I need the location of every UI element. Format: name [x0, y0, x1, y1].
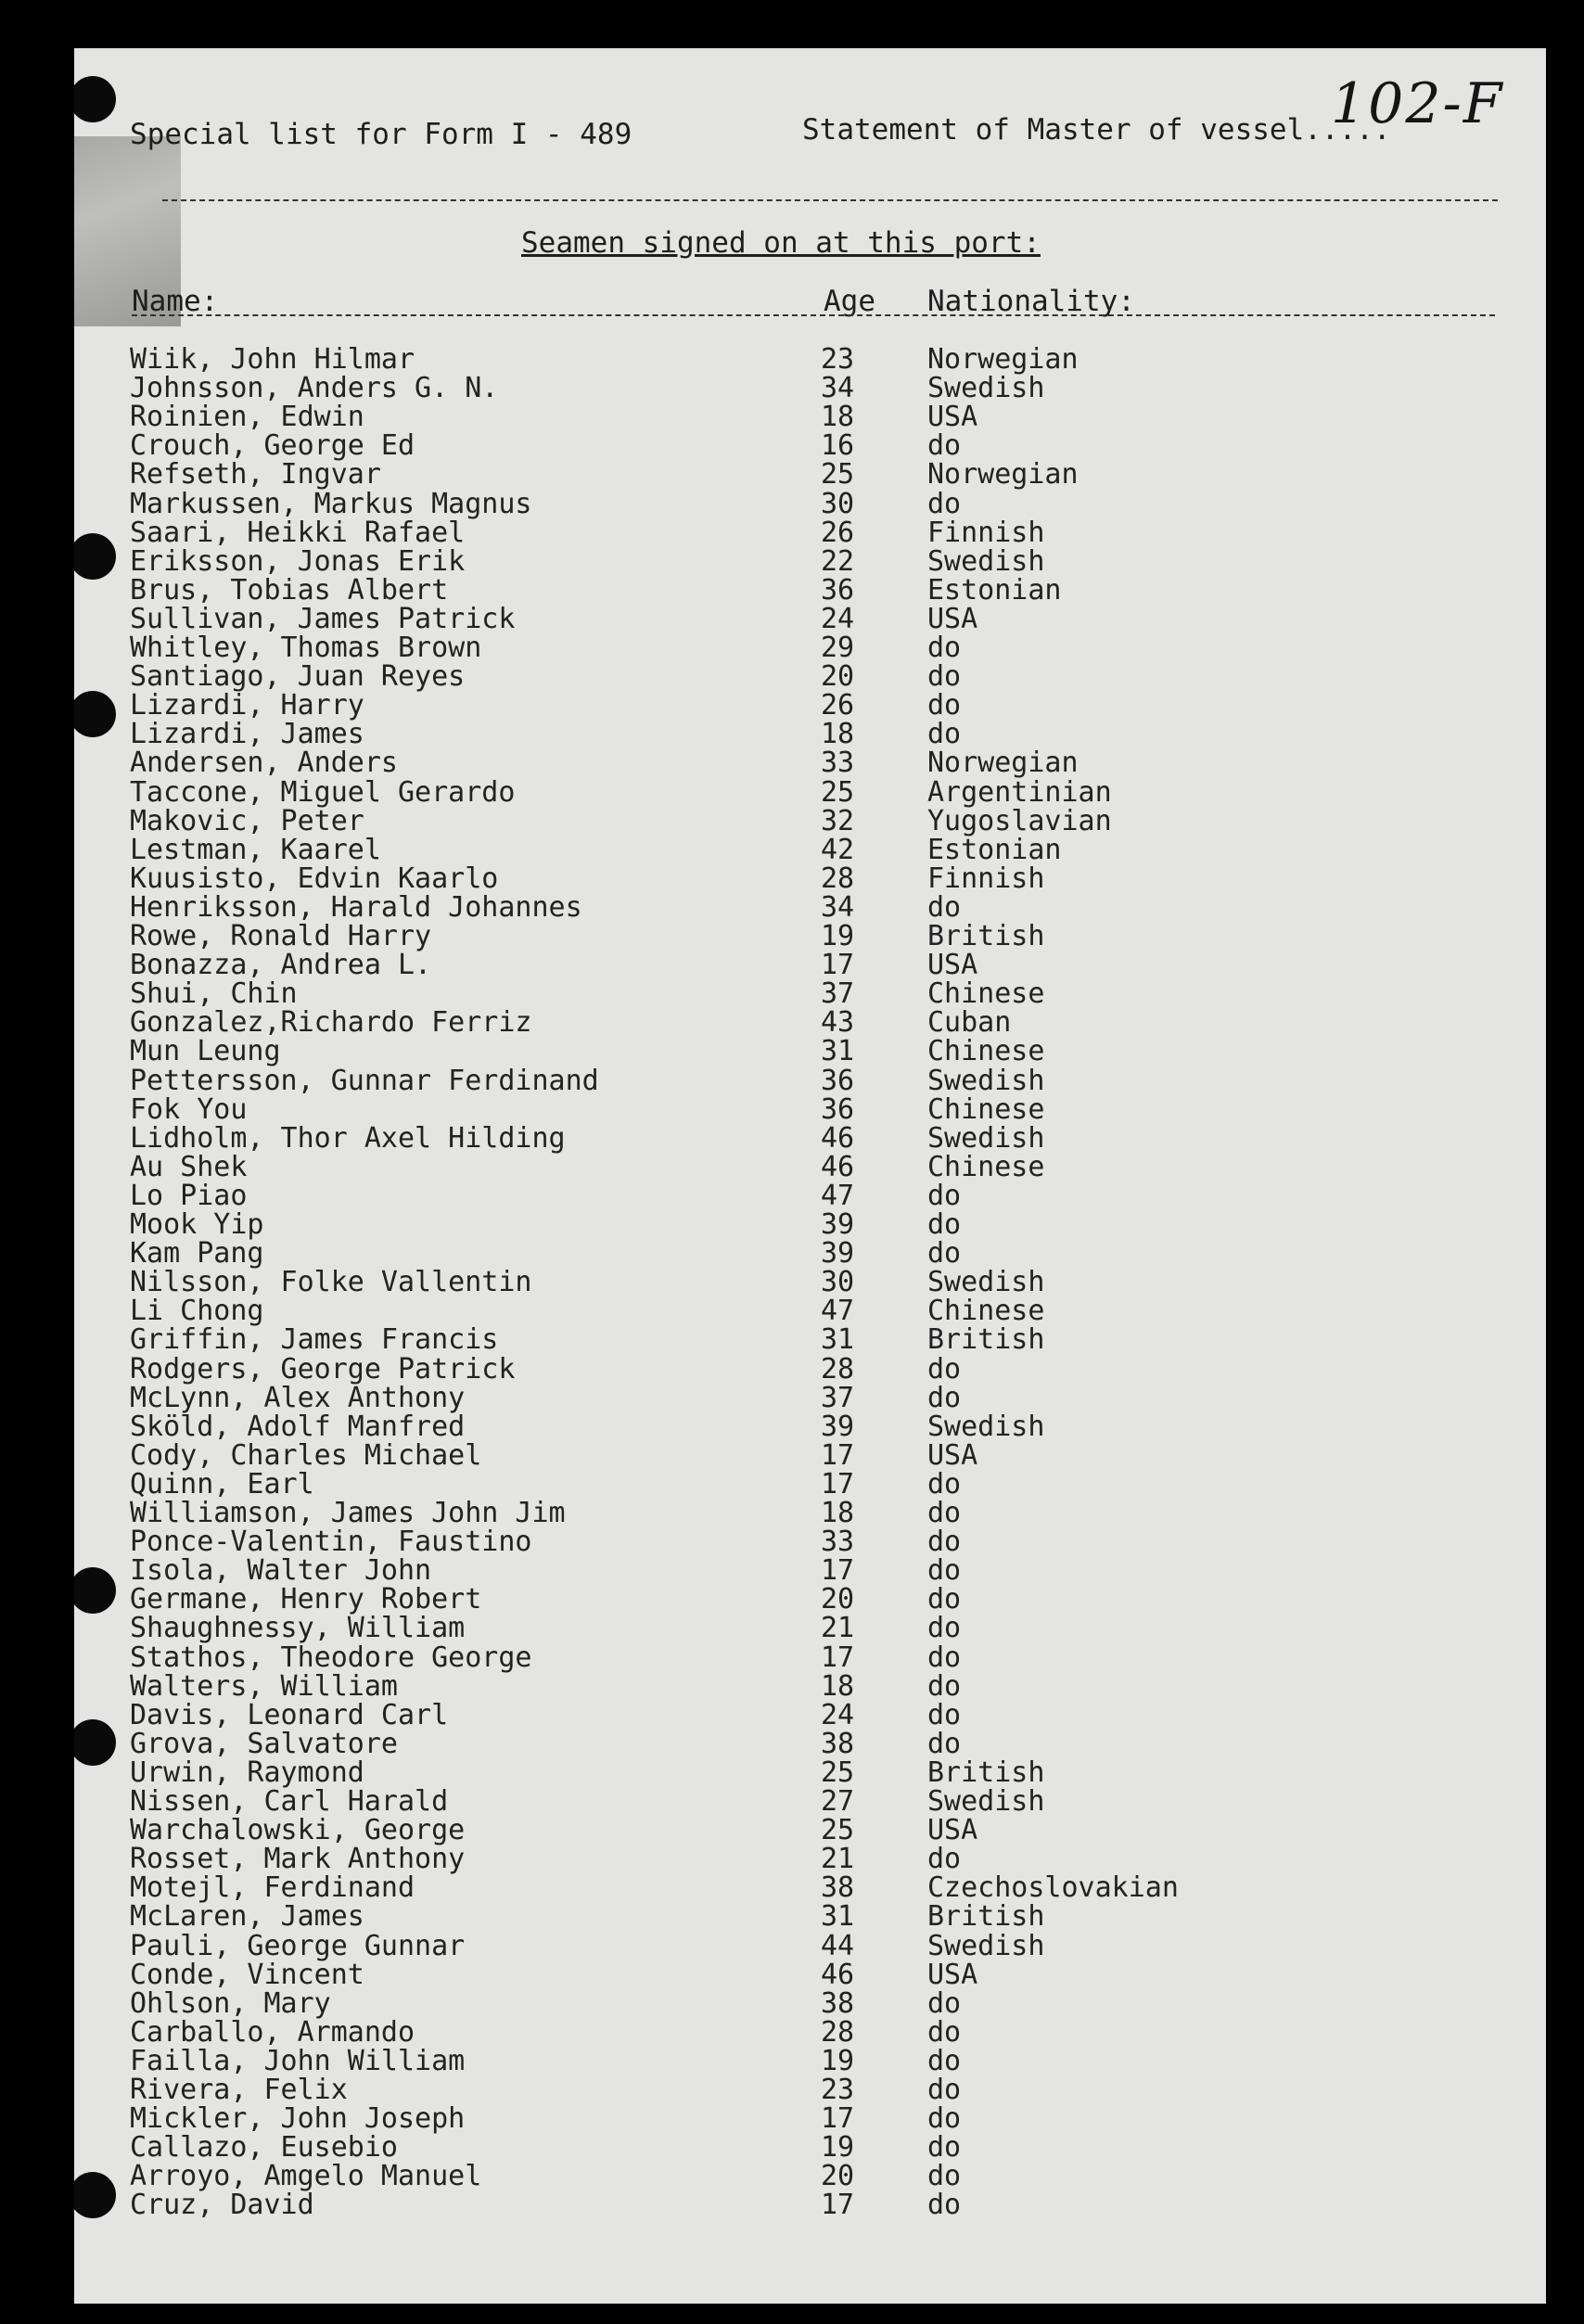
seaman-age: 25	[821, 1814, 855, 1847]
seaman-name: Cruz, David	[130, 2189, 314, 2222]
list-item	[130, 343, 1428, 376]
header-divider	[162, 199, 1498, 201]
seaman-age: 20	[821, 2160, 855, 2193]
seaman-nationality: Swedish	[927, 1064, 1045, 1097]
seaman-nationality: do	[927, 487, 962, 520]
seaman-age: 29	[821, 632, 855, 664]
seaman-age: 43	[821, 1006, 855, 1040]
seaman-name: Carballo, Armando	[130, 2015, 415, 2049]
seaman-name: Callazo, Eusebio	[130, 2131, 398, 2164]
seaman-nationality: Czechoslovakian	[927, 1871, 1179, 1905]
seaman-nationality: do	[927, 1381, 962, 1414]
seaman-name: Rowe, Ronald Harry	[130, 920, 432, 952]
list-item	[130, 747, 1428, 780]
seaman-name: McLynn, Alex Anthony	[130, 1381, 466, 1414]
list-item	[130, 949, 1428, 982]
list-item	[130, 2131, 1428, 2164]
seaman-name: Au Shek	[130, 1150, 248, 1183]
seaman-nationality: British	[927, 920, 1045, 952]
seaman-name: Santiago, Juan Reyes	[130, 660, 466, 694]
punch-hole	[74, 533, 116, 580]
seaman-age: 30	[821, 487, 855, 520]
list-item	[130, 1208, 1428, 1241]
seaman-age: 19	[821, 2044, 855, 2077]
list-item	[130, 660, 1428, 694]
seaman-nationality: Swedish	[927, 1410, 1045, 1443]
seaman-age: 17	[821, 1438, 855, 1472]
seaman-nationality: do	[927, 632, 962, 664]
seaman-nationality: do	[927, 1727, 962, 1760]
seaman-name: Roinien, Edwin	[130, 401, 364, 434]
list-item	[130, 1497, 1428, 1529]
seaman-age: 31	[821, 1323, 855, 1357]
seaman-age: 17	[821, 1641, 855, 1674]
seaman-name: Pauli, George Gunnar	[130, 1929, 466, 1962]
punch-hole	[74, 2172, 116, 2218]
seaman-name: Warchalowski, George	[130, 1814, 466, 1847]
punch-hole	[74, 1719, 116, 1766]
seaman-name: Henriksson, Harald Johannes	[130, 890, 582, 924]
seaman-nationality: do	[927, 890, 962, 924]
list-item	[130, 1237, 1428, 1271]
seaman-name: Shaughnessy, William	[130, 1612, 466, 1645]
seaman-age: 17	[821, 1554, 855, 1588]
seaman-nationality: do	[927, 429, 962, 463]
list-item	[130, 544, 1428, 578]
seaman-name: Saari, Heikki Rafael	[130, 516, 466, 549]
seaman-age: 34	[821, 890, 855, 924]
seaman-age: 34	[821, 372, 855, 405]
seaman-name: Germane, Henry Robert	[130, 1583, 482, 1616]
list-item	[130, 1323, 1428, 1357]
seaman-name: Rivera, Felix	[130, 2074, 348, 2106]
seaman-name: Cody, Charles Michael	[130, 1438, 482, 1472]
document-page	[74, 48, 1546, 2304]
list-item	[130, 1785, 1428, 1818]
seaman-nationality: do	[927, 1352, 962, 1385]
seaman-nationality: USA	[927, 949, 978, 982]
seaman-name: Mun Leung	[130, 1035, 281, 1068]
seaman-nationality: Chinese	[927, 1035, 1045, 1068]
seaman-age: 28	[821, 1352, 855, 1385]
seaman-name: Lestman, Kaarel	[130, 833, 381, 866]
seaman-nationality: do	[927, 1669, 962, 1703]
list-item	[130, 1438, 1428, 1472]
seaman-nationality: do	[927, 1208, 962, 1241]
seaman-name: Refseth, Ingvar	[130, 458, 381, 492]
seaman-name: Griffin, James Francis	[130, 1323, 499, 1357]
seaman-name: McLaren, James	[130, 1900, 364, 1934]
list-item	[130, 775, 1428, 809]
list-item	[130, 1092, 1428, 1126]
seaman-nationality: USA	[927, 602, 978, 635]
seaman-age: 46	[821, 1150, 855, 1183]
seaman-age: 19	[821, 920, 855, 952]
seaman-age: 23	[821, 343, 855, 376]
list-item	[130, 1295, 1428, 1328]
punch-hole	[74, 1567, 116, 1614]
list-item	[130, 632, 1428, 664]
form-title: Special list for Form I - 489	[130, 118, 632, 151]
seaman-age: 23	[821, 2074, 855, 2106]
list-item	[130, 1006, 1428, 1040]
seaman-nationality: do	[927, 1554, 962, 1588]
seaman-nationality: USA	[927, 401, 978, 434]
seaman-name: Walters, William	[130, 1669, 398, 1703]
list-item	[130, 2102, 1428, 2136]
seaman-nationality: do	[927, 1583, 962, 1616]
seaman-name: Fok You	[130, 1092, 248, 1126]
seaman-age: 17	[821, 949, 855, 982]
seaman-nationality: do	[927, 2160, 962, 2193]
seaman-nationality: Swedish	[927, 1266, 1045, 1299]
seaman-age: 39	[821, 1237, 855, 1271]
list-item	[130, 1871, 1428, 1905]
seaman-age: 31	[821, 1035, 855, 1068]
seaman-age: 44	[821, 1929, 855, 1962]
seaman-name: Rodgers, George Patrick	[130, 1352, 516, 1385]
seaman-nationality: USA	[927, 1438, 978, 1472]
seaman-nationality: Swedish	[927, 1785, 1045, 1818]
list-item	[130, 1612, 1428, 1645]
list-item	[130, 1121, 1428, 1155]
seaman-name: Lo Piao	[130, 1179, 248, 1212]
seaman-age: 27	[821, 1785, 855, 1818]
seaman-name: Mickler, John Joseph	[130, 2102, 466, 2136]
seaman-name: Eriksson, Jonas Erik	[130, 544, 466, 578]
seaman-nationality: Swedish	[927, 372, 1045, 405]
seaman-age: 30	[821, 1266, 855, 1299]
seaman-nationality: do	[927, 1698, 962, 1731]
seaman-age: 47	[821, 1179, 855, 1212]
list-item	[130, 2189, 1428, 2222]
list-item	[130, 2044, 1428, 2077]
seaman-age: 21	[821, 1612, 855, 1645]
vessel-statement: Statement of Master of vessel.....	[802, 113, 1391, 147]
seaman-nationality: Estonian	[927, 833, 1062, 866]
list-item	[130, 1554, 1428, 1588]
list-item	[130, 1669, 1428, 1703]
seaman-age: 28	[821, 2015, 855, 2049]
seaman-age: 47	[821, 1295, 855, 1328]
list-item	[130, 804, 1428, 837]
seaman-age: 36	[821, 573, 855, 607]
seaman-name: Markussen, Markus Magnus	[130, 487, 532, 520]
seaman-name: Shui, Chin	[130, 977, 298, 1011]
list-item	[130, 862, 1428, 895]
list-item	[130, 1756, 1428, 1789]
seaman-nationality: Norwegian	[927, 747, 1079, 780]
seaman-name: Nilsson, Folke Vallentin	[130, 1266, 532, 1299]
seaman-name: Li Chong	[130, 1295, 264, 1328]
seaman-nationality: do	[927, 2044, 962, 2077]
list-item	[130, 890, 1428, 924]
list-item	[130, 920, 1428, 952]
list-item	[130, 1641, 1428, 1674]
list-item	[130, 1526, 1428, 1559]
seaman-nationality: do	[927, 1843, 962, 1876]
seaman-age: 36	[821, 1064, 855, 1097]
seaman-name: Wiik, John Hilmar	[130, 343, 415, 376]
section-title: Seamen signed on at this port:	[521, 226, 1041, 260]
seaman-nationality: British	[927, 1900, 1045, 1934]
list-item	[130, 458, 1428, 492]
seaman-nationality: do	[927, 2102, 962, 2136]
seaman-nationality: Finnish	[927, 862, 1045, 895]
seaman-name: Crouch, George Ed	[130, 429, 415, 463]
list-item	[130, 1467, 1428, 1500]
seaman-nationality: do	[927, 1986, 962, 2020]
seaman-nationality: Cuban	[927, 1006, 1012, 1040]
seaman-nationality: Swedish	[927, 1121, 1045, 1155]
seaman-name: Williamson, James John Jim	[130, 1497, 566, 1529]
list-item	[130, 1814, 1428, 1847]
seaman-name: Davis, Leonard Carl	[130, 1698, 449, 1731]
seaman-age: 20	[821, 1583, 855, 1616]
seaman-nationality: Swedish	[927, 544, 1045, 578]
seaman-age: 17	[821, 2189, 855, 2222]
seaman-name: Ohlson, Mary	[130, 1986, 331, 2020]
seaman-name: Rosset, Mark Anthony	[130, 1843, 466, 1876]
list-item	[130, 1266, 1428, 1299]
list-item	[130, 516, 1428, 549]
seaman-nationality: do	[927, 1641, 962, 1674]
list-item	[130, 1698, 1428, 1731]
list-item	[130, 977, 1428, 1011]
list-item	[130, 1843, 1428, 1876]
seaman-age: 18	[821, 1497, 855, 1529]
seaman-nationality: do	[927, 1612, 962, 1645]
seaman-name: Ponce-Valentin, Faustino	[130, 1526, 532, 1559]
list-item	[130, 372, 1428, 405]
seaman-name: Motejl, Ferdinand	[130, 1871, 415, 1905]
seaman-age: 22	[821, 544, 855, 578]
seaman-name: Makovic, Peter	[130, 804, 364, 837]
seaman-nationality: Chinese	[927, 1150, 1045, 1183]
seaman-nationality: do	[927, 2074, 962, 2106]
list-item	[130, 1179, 1428, 1212]
list-item	[130, 1064, 1428, 1097]
seaman-nationality: Chinese	[927, 1092, 1045, 1126]
seaman-name: Failla, John William	[130, 2044, 466, 2077]
list-item	[130, 718, 1428, 751]
seaman-name: Lizardi, Harry	[130, 689, 364, 722]
seaman-nationality: Norwegian	[927, 343, 1079, 376]
seaman-name: Mook Yip	[130, 1208, 264, 1241]
seaman-nationality: USA	[927, 1958, 978, 1991]
seaman-name: Isola, Walter John	[130, 1554, 432, 1588]
seaman-age: 25	[821, 1756, 855, 1789]
seaman-name: Kam Pang	[130, 1237, 264, 1271]
seaman-age: 17	[821, 2102, 855, 2136]
seaman-nationality: do	[927, 2189, 962, 2222]
list-item	[130, 689, 1428, 722]
seaman-nationality: British	[927, 1756, 1045, 1789]
seaman-name: Quinn, Earl	[130, 1467, 314, 1500]
seaman-age: 32	[821, 804, 855, 837]
list-item	[130, 833, 1428, 866]
seaman-name: Lizardi, James	[130, 718, 364, 751]
seaman-age: 42	[821, 833, 855, 866]
seaman-nationality: Argentinian	[927, 775, 1112, 809]
seaman-age: 37	[821, 1381, 855, 1414]
seaman-nationality: British	[927, 1323, 1045, 1357]
seaman-age: 31	[821, 1900, 855, 1934]
seaman-age: 21	[821, 1843, 855, 1876]
list-item	[130, 602, 1428, 635]
column-header-nationality: Nationality:	[927, 285, 1135, 318]
seaman-name: Kuusisto, Edvin Kaarlo	[130, 862, 499, 895]
seaman-name: Nissen, Carl Harald	[130, 1785, 449, 1818]
seaman-name: Whitley, Thomas Brown	[130, 632, 482, 664]
seaman-age: 20	[821, 660, 855, 694]
column-header-name: Name:	[132, 285, 219, 318]
column-header-underline	[132, 314, 1495, 316]
seaman-name: Arroyo, Amgelo Manuel	[130, 2160, 482, 2193]
seaman-age: 18	[821, 401, 855, 434]
list-item	[130, 1035, 1428, 1068]
seaman-nationality: Yugoslavian	[927, 804, 1112, 837]
seaman-nationality: Chinese	[927, 1295, 1045, 1328]
seaman-age: 39	[821, 1410, 855, 1443]
seaman-name: Sullivan, James Patrick	[130, 602, 516, 635]
seaman-age: 38	[821, 1871, 855, 1905]
seaman-nationality: do	[927, 1497, 962, 1529]
seaman-name: Gonzalez,Richardo Ferriz	[130, 1006, 532, 1040]
seaman-nationality: Estonian	[927, 573, 1062, 607]
seaman-age: 28	[821, 862, 855, 895]
seaman-age: 26	[821, 689, 855, 722]
seaman-nationality: do	[927, 689, 962, 722]
seaman-age: 39	[821, 1208, 855, 1241]
seaman-age: 18	[821, 1669, 855, 1703]
seaman-age: 38	[821, 1727, 855, 1760]
seaman-nationality: do	[927, 1526, 962, 1559]
seaman-age: 16	[821, 429, 855, 463]
seaman-name: Pettersson, Gunnar Ferdinand	[130, 1064, 599, 1097]
seaman-nationality: do	[927, 2131, 962, 2164]
list-item	[130, 2015, 1428, 2049]
seaman-name: Urwin, Raymond	[130, 1756, 364, 1789]
punch-hole	[74, 691, 116, 737]
seaman-age: 46	[821, 1958, 855, 1991]
list-item	[130, 429, 1428, 463]
seaman-age: 26	[821, 516, 855, 549]
list-item	[130, 573, 1428, 607]
seaman-age: 24	[821, 602, 855, 635]
list-item	[130, 1727, 1428, 1760]
seaman-nationality: do	[927, 1467, 962, 1500]
list-item	[130, 2074, 1428, 2106]
seaman-age: 19	[821, 2131, 855, 2164]
seaman-age: 36	[821, 1092, 855, 1126]
list-item	[130, 1958, 1428, 1991]
seaman-age: 25	[821, 775, 855, 809]
seaman-nationality: do	[927, 718, 962, 751]
seaman-age: 37	[821, 977, 855, 1011]
seaman-name: Conde, Vincent	[130, 1958, 364, 1991]
seaman-name: Brus, Tobias Albert	[130, 573, 449, 607]
list-item	[130, 1583, 1428, 1616]
seaman-nationality: Swedish	[927, 1929, 1045, 1962]
seaman-age: 17	[821, 1467, 855, 1500]
punch-hole	[74, 76, 116, 122]
seaman-nationality: USA	[927, 1814, 978, 1847]
seaman-age: 33	[821, 747, 855, 780]
list-item	[130, 487, 1428, 520]
seaman-name: Grova, Salvatore	[130, 1727, 398, 1760]
list-item	[130, 1929, 1428, 1962]
seaman-nationality: do	[927, 1237, 962, 1271]
list-item	[130, 401, 1428, 434]
seaman-nationality: Norwegian	[927, 458, 1079, 492]
list-item	[130, 1410, 1428, 1443]
seaman-age: 38	[821, 1986, 855, 2020]
seaman-name: Andersen, Anders	[130, 747, 398, 780]
seaman-age: 24	[821, 1698, 855, 1731]
seaman-nationality: do	[927, 660, 962, 694]
seaman-name: Lidholm, Thor Axel Hilding	[130, 1121, 566, 1155]
seaman-age: 18	[821, 718, 855, 751]
handwritten-note: 102-F	[1331, 71, 1504, 136]
list-item	[130, 2160, 1428, 2193]
list-item	[130, 1381, 1428, 1414]
seaman-name: Taccone, Miguel Gerardo	[130, 775, 516, 809]
column-header-age: Age	[824, 285, 875, 318]
seaman-nationality: Finnish	[927, 516, 1045, 549]
list-item	[130, 1352, 1428, 1385]
seaman-age: 46	[821, 1121, 855, 1155]
seaman-nationality: do	[927, 1179, 962, 1212]
seaman-age: 25	[821, 458, 855, 492]
list-item	[130, 1986, 1428, 2020]
seaman-name: Stathos, Theodore George	[130, 1641, 532, 1674]
seaman-nationality: Chinese	[927, 977, 1045, 1011]
seaman-age: 33	[821, 1526, 855, 1559]
seaman-nationality: do	[927, 2015, 962, 2049]
seaman-name: Bonazza, Andrea L.	[130, 949, 432, 982]
seaman-name: Sköld, Adolf Manfred	[130, 1410, 466, 1443]
seaman-name: Johnsson, Anders G. N.	[130, 372, 499, 405]
list-item	[130, 1150, 1428, 1183]
list-item	[130, 1900, 1428, 1934]
